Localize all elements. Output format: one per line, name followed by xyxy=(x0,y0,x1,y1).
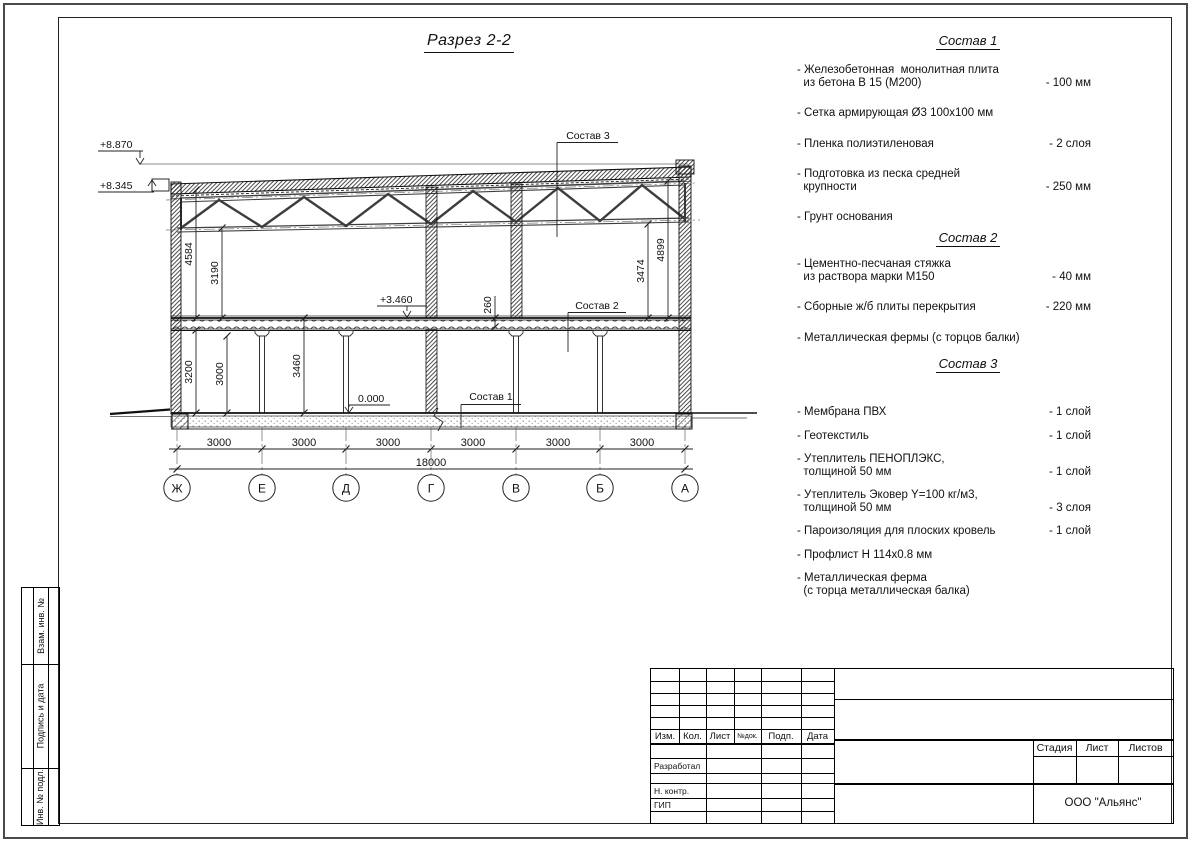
spec-item: - Мембрана ПВХ - 1 слой xyxy=(797,406,1091,418)
spec-item: - Металлическая фермы (с торцов балки) xyxy=(797,331,1020,344)
spec-item: - Железобетонная монолитная плита из бетона В 15 (М200) - 100 мм xyxy=(797,64,1091,89)
spec-item: - Профлист Н 114х0.8 мм xyxy=(797,548,933,561)
tb-stage: Стадия xyxy=(1036,741,1073,754)
spec-item: - Подготовка из песка средней крупности - 250 мм xyxy=(797,168,1091,193)
axis-label: Д xyxy=(341,481,351,496)
axis-label: Г xyxy=(427,481,435,496)
axis-label: А xyxy=(680,481,690,496)
spec-item: - Металлическая ферма (с торца металлическая балка) xyxy=(797,572,970,597)
tb-header-list: Лист xyxy=(709,730,731,742)
spec-heading-1: Состав 1 xyxy=(797,33,1093,48)
spec-item: - Утеплитель ПЕНОПЛЭКС, толщиной 50 мм - 1 слой xyxy=(797,453,1091,478)
spec-section-3 xyxy=(797,356,1093,608)
wall-axis-g-floor2 xyxy=(426,187,437,318)
span-dim: 3000 xyxy=(206,437,232,449)
spec-heading-3: Состав 3 xyxy=(797,356,1093,371)
axis-label: Б xyxy=(596,481,604,496)
spec-item: - Геотекстиль - 1 слой xyxy=(797,429,1091,442)
elevation-floor2: +3.460 xyxy=(380,294,413,306)
total-dim: 18000 xyxy=(415,457,447,469)
spec-item: - Грунт основания xyxy=(797,211,893,223)
spec-item: - Цементно-песчаная стяжка из раствора марки М150 - 40 мм xyxy=(797,258,1091,283)
leader-sostav2: Состав 2 xyxy=(575,300,619,312)
leader-sostav3: Состав 3 xyxy=(566,130,610,142)
dim-260: 260 xyxy=(482,296,494,314)
wall-axis-g-floor1 xyxy=(426,330,437,413)
dim-3190: 3190 xyxy=(209,261,221,285)
elevation-zero: 0.000 xyxy=(358,393,385,405)
leader-sostav1: Состав 1 xyxy=(469,391,513,403)
foundation-left xyxy=(172,414,188,429)
dim-4584: 4584 xyxy=(183,242,195,266)
spec-section-2 xyxy=(797,230,1093,362)
side-attribute-strips xyxy=(21,587,60,826)
floor2-slab xyxy=(171,316,691,331)
axis-bubbles xyxy=(164,475,698,501)
spec-heading-2: Состав 2 xyxy=(797,230,1093,245)
span-dim: 3000 xyxy=(629,437,655,449)
axis-label: В xyxy=(511,481,521,496)
parapet-right xyxy=(676,160,694,174)
tb-header-izm: Изм. xyxy=(654,730,676,742)
span-dim: 3000 xyxy=(375,437,401,449)
axis-label: Е xyxy=(257,481,267,496)
tb-sheet: Лист xyxy=(1085,741,1109,754)
wall-axis-v-floor2 xyxy=(511,184,522,318)
tb-company: ООО "Альянс" xyxy=(1064,797,1142,809)
spec-item: - Пароизоляция для плоских кровель - 1 слой xyxy=(797,525,1091,537)
spec-section-1 xyxy=(797,33,1093,242)
tb-header-podp: Подп. xyxy=(768,730,794,742)
dim-3200: 3200 xyxy=(183,360,195,384)
strip-vzam-inv: Взам. инв. № xyxy=(35,598,46,654)
section-drawing xyxy=(85,125,775,520)
wall-right xyxy=(679,166,691,414)
tb-role-developed: Разработал xyxy=(654,760,701,771)
strip-inv-podl: Инв. № подл. xyxy=(35,768,46,825)
span-dim: 3000 xyxy=(545,437,571,449)
tb-sheets: Листов xyxy=(1128,741,1163,754)
tb-header-data: Дата xyxy=(806,730,829,742)
parapet-left xyxy=(152,179,169,191)
spec-item: - Утеплитель Эковер Y=100 кг/м3, толщиной 50 мм - 3 слоя xyxy=(797,489,1091,514)
spec-item: - Сетка армирующая Ø3 100х100 мм xyxy=(797,107,994,119)
axis-label: Ж xyxy=(171,481,183,496)
tb-role-gip: ГИП xyxy=(654,799,671,810)
foundation-right xyxy=(676,414,692,429)
strip-podpis-data: Подпись и дата xyxy=(35,683,46,749)
span-dim: 3000 xyxy=(291,437,317,449)
dim-3474: 3474 xyxy=(635,259,647,283)
span-dim: 3000 xyxy=(460,437,486,449)
dim-3460: 3460 xyxy=(291,354,303,378)
tb-header-ndok: №док. xyxy=(737,732,758,740)
wall-left xyxy=(171,182,181,414)
tb-header-kol: Кол. xyxy=(683,730,702,742)
spec-item: - Пленка полиэтиленовая - 2 слоя xyxy=(797,137,1091,150)
spec-item: - Сборные ж/б плиты перекрытия - 220 мм xyxy=(797,301,1091,313)
elevation-roof-high: +8.870 xyxy=(100,139,133,151)
title-block xyxy=(650,668,1174,824)
drawing-title: Разрез 2-2 xyxy=(424,32,514,53)
tb-role-ncontrol: Н. контр. xyxy=(654,785,690,796)
dim-4899: 4899 xyxy=(655,238,667,262)
dim-3000v: 3000 xyxy=(214,362,226,386)
elevation-roof-low: +8.345 xyxy=(100,180,133,192)
